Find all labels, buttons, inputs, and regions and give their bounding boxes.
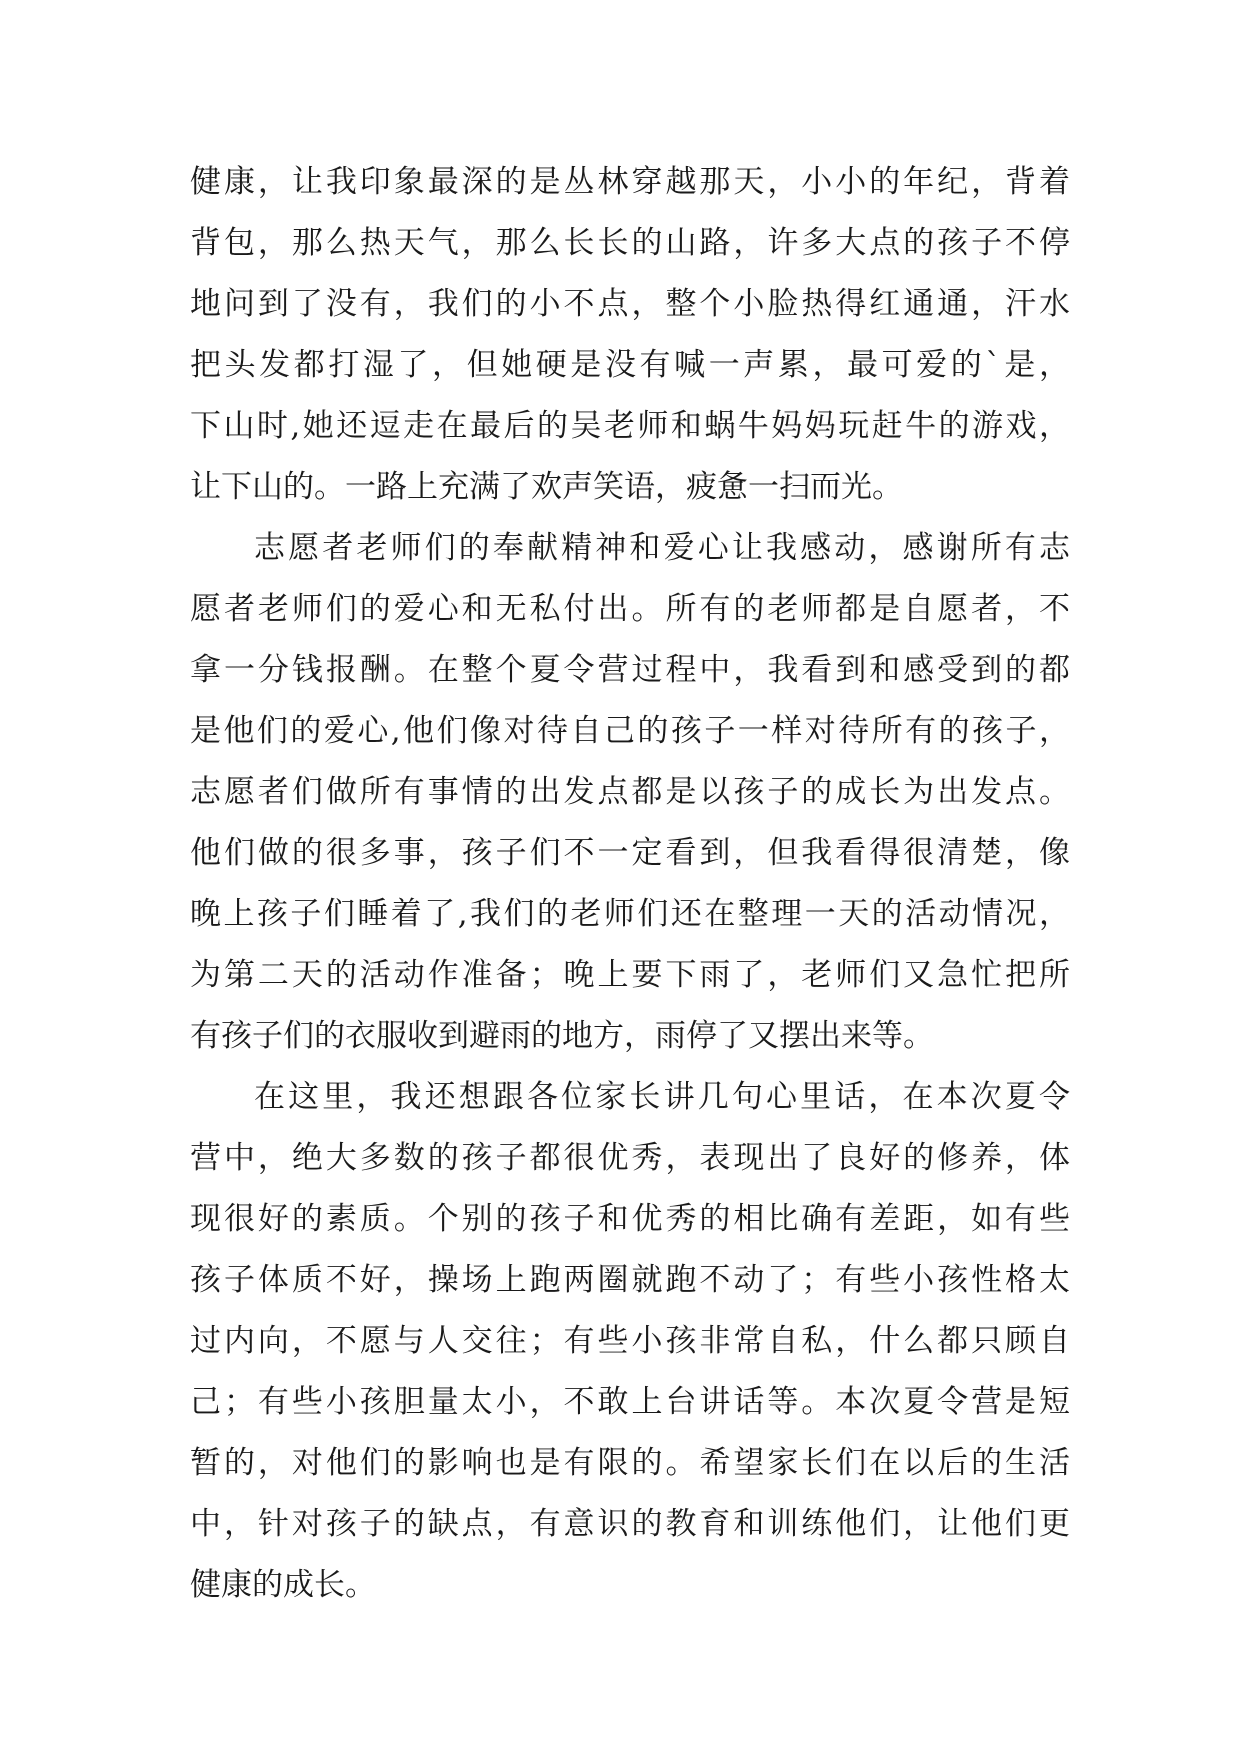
text-line: 把头发都打湿了，但她硬是没有喊一声累，最可爱的`是，	[190, 347, 1070, 383]
text-line: 愿者老师们的爱心和无私付出。所有的老师都是自愿者，不	[190, 591, 1070, 627]
text-line: 为第二天的活动作准备；晚上要下雨了，老师们又急忙把所	[190, 957, 1070, 993]
text-line: 己；有些小孩胆量太小，不敢上台讲话等。本次夏令营是短	[190, 1384, 1070, 1420]
text-line: 他们做的很多事，孩子们不一定看到，但我看得很清楚，像	[190, 835, 1070, 871]
text-line: 在这里，我还想跟各位家长讲几句心里话，在本次夏令	[254, 1079, 1070, 1115]
text-line: 现很好的素质。个别的孩子和优秀的相比确有差距，如有些	[190, 1201, 1070, 1237]
text-line: 志愿者们做所有事情的出发点都是以孩子的成长为出发点。	[190, 774, 1070, 810]
text-line: 过内向，不愿与人交往；有些小孩非常自私，什么都只顾自	[190, 1323, 1070, 1359]
text-line: 有孩子们的衣服收到避雨的地方，雨停了又摆出来等。	[190, 1018, 934, 1054]
text-line: 地问到了没有，我们的小不点，整个小脸热得红通通，汗水	[190, 286, 1070, 322]
text-line: 晚上孩子们睡着了,我们的老师们还在整理一天的活动情况，	[190, 896, 1070, 932]
document-body	[190, 152, 1070, 1616]
text-line: 营中，绝大多数的孩子都很优秀，表现出了良好的修养，体	[190, 1140, 1070, 1176]
text-line: 是他们的爱心,他们像对待自己的孩子一样对待所有的孩子，	[190, 713, 1070, 749]
text-line: 健康，让我印象最深的是丛林穿越那天，小小的年纪，背着	[190, 164, 1070, 200]
text-line: 拿一分钱报酬。在整个夏令营过程中，我看到和感受到的都	[190, 652, 1070, 688]
text-line: 让下山的。一路上充满了欢声笑语，疲惫一扫而光。	[190, 469, 903, 505]
text-line: 中，针对孩子的缺点，有意识的教育和训练他们，让他们更	[190, 1506, 1070, 1542]
text-line: 下山时,她还逗走在最后的吴老师和蜗牛妈妈玩赶牛的游戏，	[190, 408, 1070, 444]
text-line: 暂的，对他们的影响也是有限的。希望家长们在以后的生活	[190, 1445, 1070, 1481]
text-line: 背包，那么热天气，那么长长的山路，许多大点的孩子不停	[190, 225, 1070, 261]
text-line: 孩子体质不好，操场上跑两圈就跑不动了；有些小孩性格太	[190, 1262, 1070, 1298]
text-line: 志愿者老师们的奉献精神和爱心让我感动，感谢所有志	[254, 530, 1070, 566]
text-line: 健康的成长。	[190, 1567, 376, 1603]
